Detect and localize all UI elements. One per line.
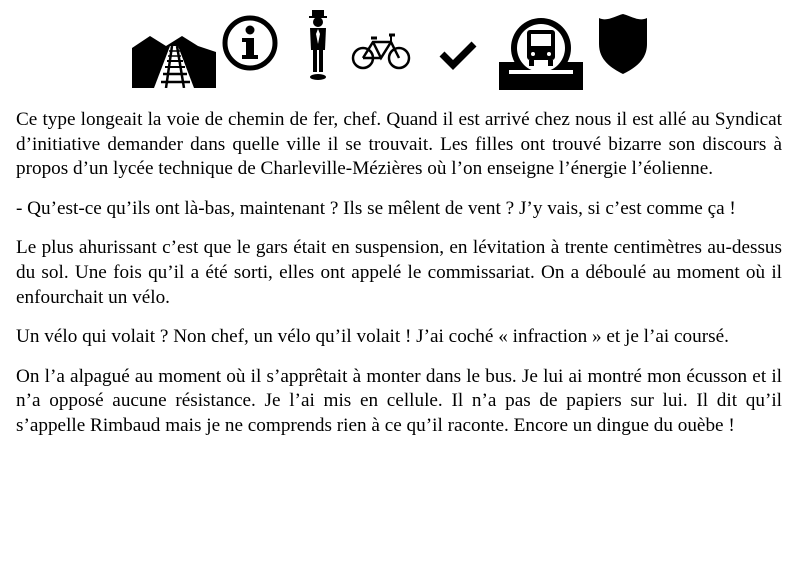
- bicycle-icon: [351, 32, 411, 72]
- railway-tracks-icon: [132, 28, 216, 88]
- pictogram-row: [0, 0, 800, 95]
- checkmark-icon: [438, 40, 478, 70]
- bus-station-icon: [499, 14, 583, 90]
- gentleman-pictogram-icon: [303, 10, 333, 82]
- paragraph-3: Le plus ahurissant c’est que le gars était en suspension, en lévitation à trente centimètres au-dessus du sol. Une fois qu’il a été sorti, elles ont appelé le commissariat. On a déboulé au moment où il enfourchait un vélo.: [16, 237, 782, 308]
- paragraph-4: Un vélo qui volait ? Non chef, un vélo qu’il volait ! J’ai coché « infraction » et je l’ai coursé.: [16, 326, 729, 348]
- police-badge-icon: [597, 14, 649, 74]
- paragraph-5: On l’a alpagué au moment où il s’apprêtait à monter dans le bus. Je lui ai montré mon écusson et il n’a opposé aucune résistance. Je l’ai mis en cellule. Il n’a pas de papiers sur lui. Il dit qu’il s’appelle Rimbaud mais je ne comprends rien à ce qu’il raconte. Encore un dingue du ouèbe !: [16, 365, 782, 436]
- paragraph-2: - Qu’est-ce qu’ils ont là-bas, maintenant ? Ils se mêlent de vent ? J’y vais, si c’est comme ça !: [16, 197, 736, 219]
- paragraph-1: Ce type longeait la voie de chemin de fer, chef. Quand il est arrivé chez nous il est allé au Syndicat d’initiative demander dans quelle ville il se trouvait. Les filles ont trouvé bizarre son discours à propos d’un lycée technique de Charleville-Mézières où l’on enseigne l’énergie l’éolienne.: [16, 109, 782, 180]
- information-icon: [221, 14, 279, 72]
- story-text: [16, 108, 782, 454]
